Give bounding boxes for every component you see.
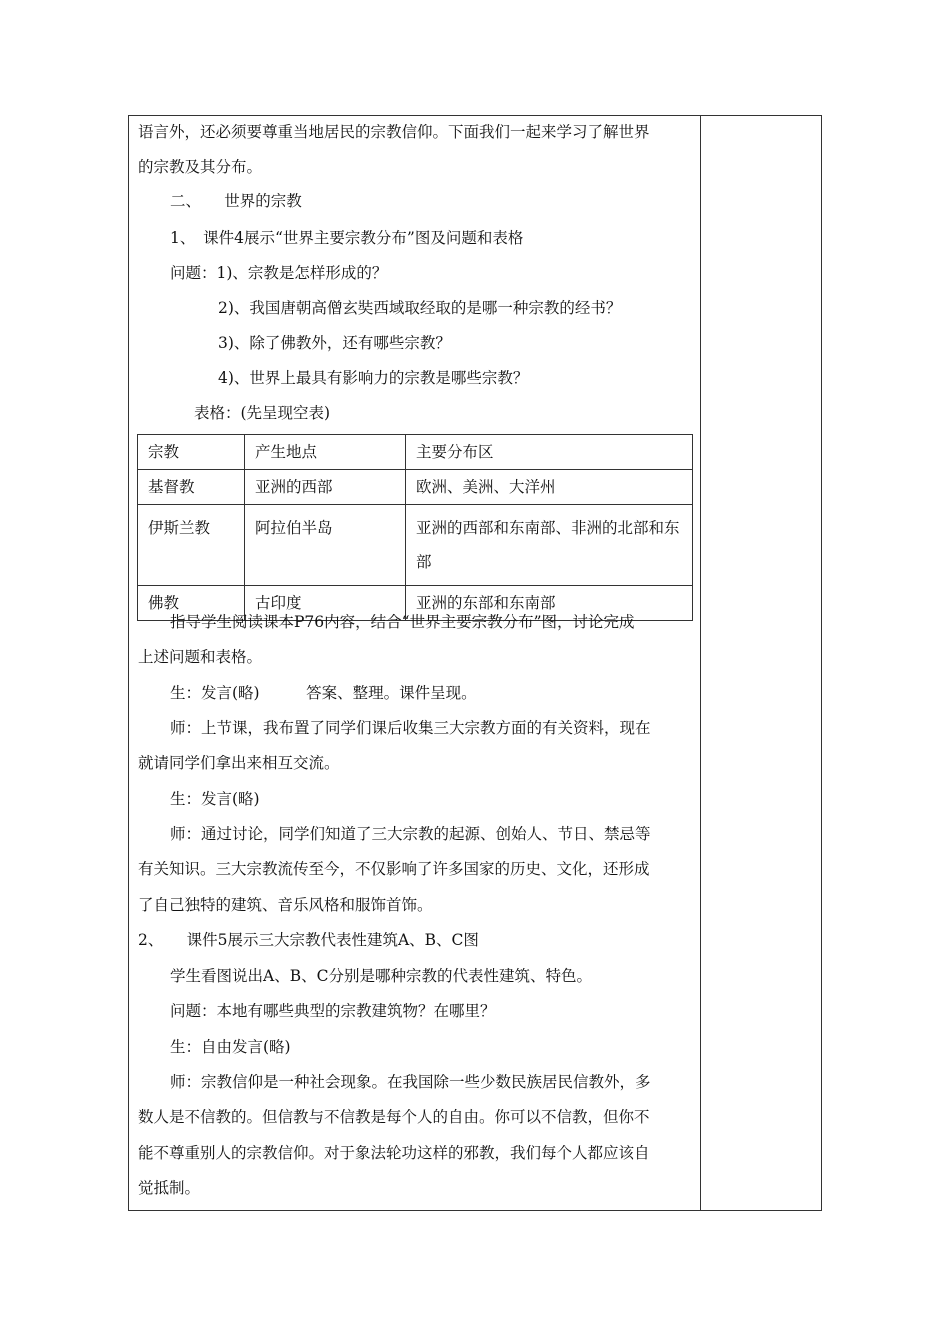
text-line: 2、 课件5展示三大宗教代表性建筑A、B、C图 — [138, 931, 479, 949]
text-line: 学生看图说出A、B、C分别是哪种宗教的代表性建筑、特色。 — [170, 967, 592, 985]
table-cell: 亚洲的西部 — [245, 470, 406, 505]
text-line: 上述问题和表格。 — [138, 648, 263, 666]
text-line: 生：发言(略) 答案、整理。课件呈现。 — [170, 684, 477, 702]
table-cell: 古印度 — [245, 586, 406, 621]
table-header-row — [138, 435, 693, 470]
table-row — [138, 470, 693, 505]
question-line: 2)、我国唐朝高僧玄奘西域取经取的是哪一种宗教的经书？ — [218, 299, 622, 317]
text-line: 师：上节课，我布置了同学们课后收集三大宗教方面的有关资料，现在 — [170, 719, 651, 737]
table-cell: 伊斯兰教 — [138, 505, 245, 586]
text-line: 师：宗教信仰是一种社会现象。在我国除一些少数民族居民信教外，多 — [170, 1073, 651, 1091]
text-line: 问题：本地有哪些典型的宗教建筑物？在哪里？ — [170, 1002, 496, 1020]
text-line: 觉抵制。 — [138, 1179, 201, 1197]
table-cell: 亚洲的西部和东南部、非洲的北部和东部 — [406, 505, 693, 586]
text-line: 生：自由发言(略) — [170, 1038, 291, 1056]
column-divider — [700, 115, 701, 1211]
text-line: 了自己独特的建筑、音乐风格和服饰首饰。 — [138, 896, 433, 914]
question-line: 3)、除了佛教外，还有哪些宗教？ — [218, 334, 451, 352]
table-cell: 亚洲的东部和东南部 — [406, 586, 693, 621]
table-header-cell: 宗教 — [138, 435, 245, 470]
text-line: 的宗教及其分布。 — [138, 158, 263, 176]
text-line: 就请同学们拿出来相互交流。 — [138, 754, 340, 772]
table-cell: 欧洲、美洲、大洋州 — [406, 470, 693, 505]
text-line: 师：通过讨论，同学们知道了三大宗教的起源、创始人、节日、禁忌等 — [170, 825, 651, 843]
text-line: 有关知识。三大宗教流传至今，不仅影响了许多国家的历史、文化，还形成 — [138, 860, 650, 878]
table-cell: 基督教 — [138, 470, 245, 505]
text-line: 语言外，还必须要尊重当地居民的宗教信仰。下面我们一起来学习了解世界 — [138, 123, 650, 141]
section-heading: 二、 世界的宗教 — [170, 192, 302, 210]
table-caption: 表格：(先呈现空表) — [194, 404, 331, 422]
table-header-cell: 产生地点 — [245, 435, 406, 470]
table-cell: 阿拉伯半岛 — [245, 505, 406, 586]
table-row — [138, 505, 693, 586]
text-line: 能不尊重别人的宗教信仰。对于象法轮功这样的邪教，我们每个人都应该自 — [138, 1144, 650, 1162]
question-line: 问题：1)、宗教是怎样形成的？ — [170, 264, 388, 282]
text-line: 1、 课件4展示“世界主要宗教分布”图及问题和表格 — [170, 229, 524, 247]
text-line: 生：发言(略) — [170, 790, 260, 808]
text-line: 数人是不信教的。但信教与不信教是每个人的自由。你可以不信教，但你不 — [138, 1108, 650, 1126]
question-line: 4)、世界上最具有影响力的宗教是哪些宗教？ — [218, 369, 529, 387]
table-header-cell: 主要分布区 — [406, 435, 693, 470]
text-line: 指导学生阅读课本P76内容，结合“世界主要宗教分布”图，讨论完成 — [170, 613, 635, 631]
table-cell: 佛教 — [138, 586, 245, 621]
religion-table — [137, 434, 693, 621]
